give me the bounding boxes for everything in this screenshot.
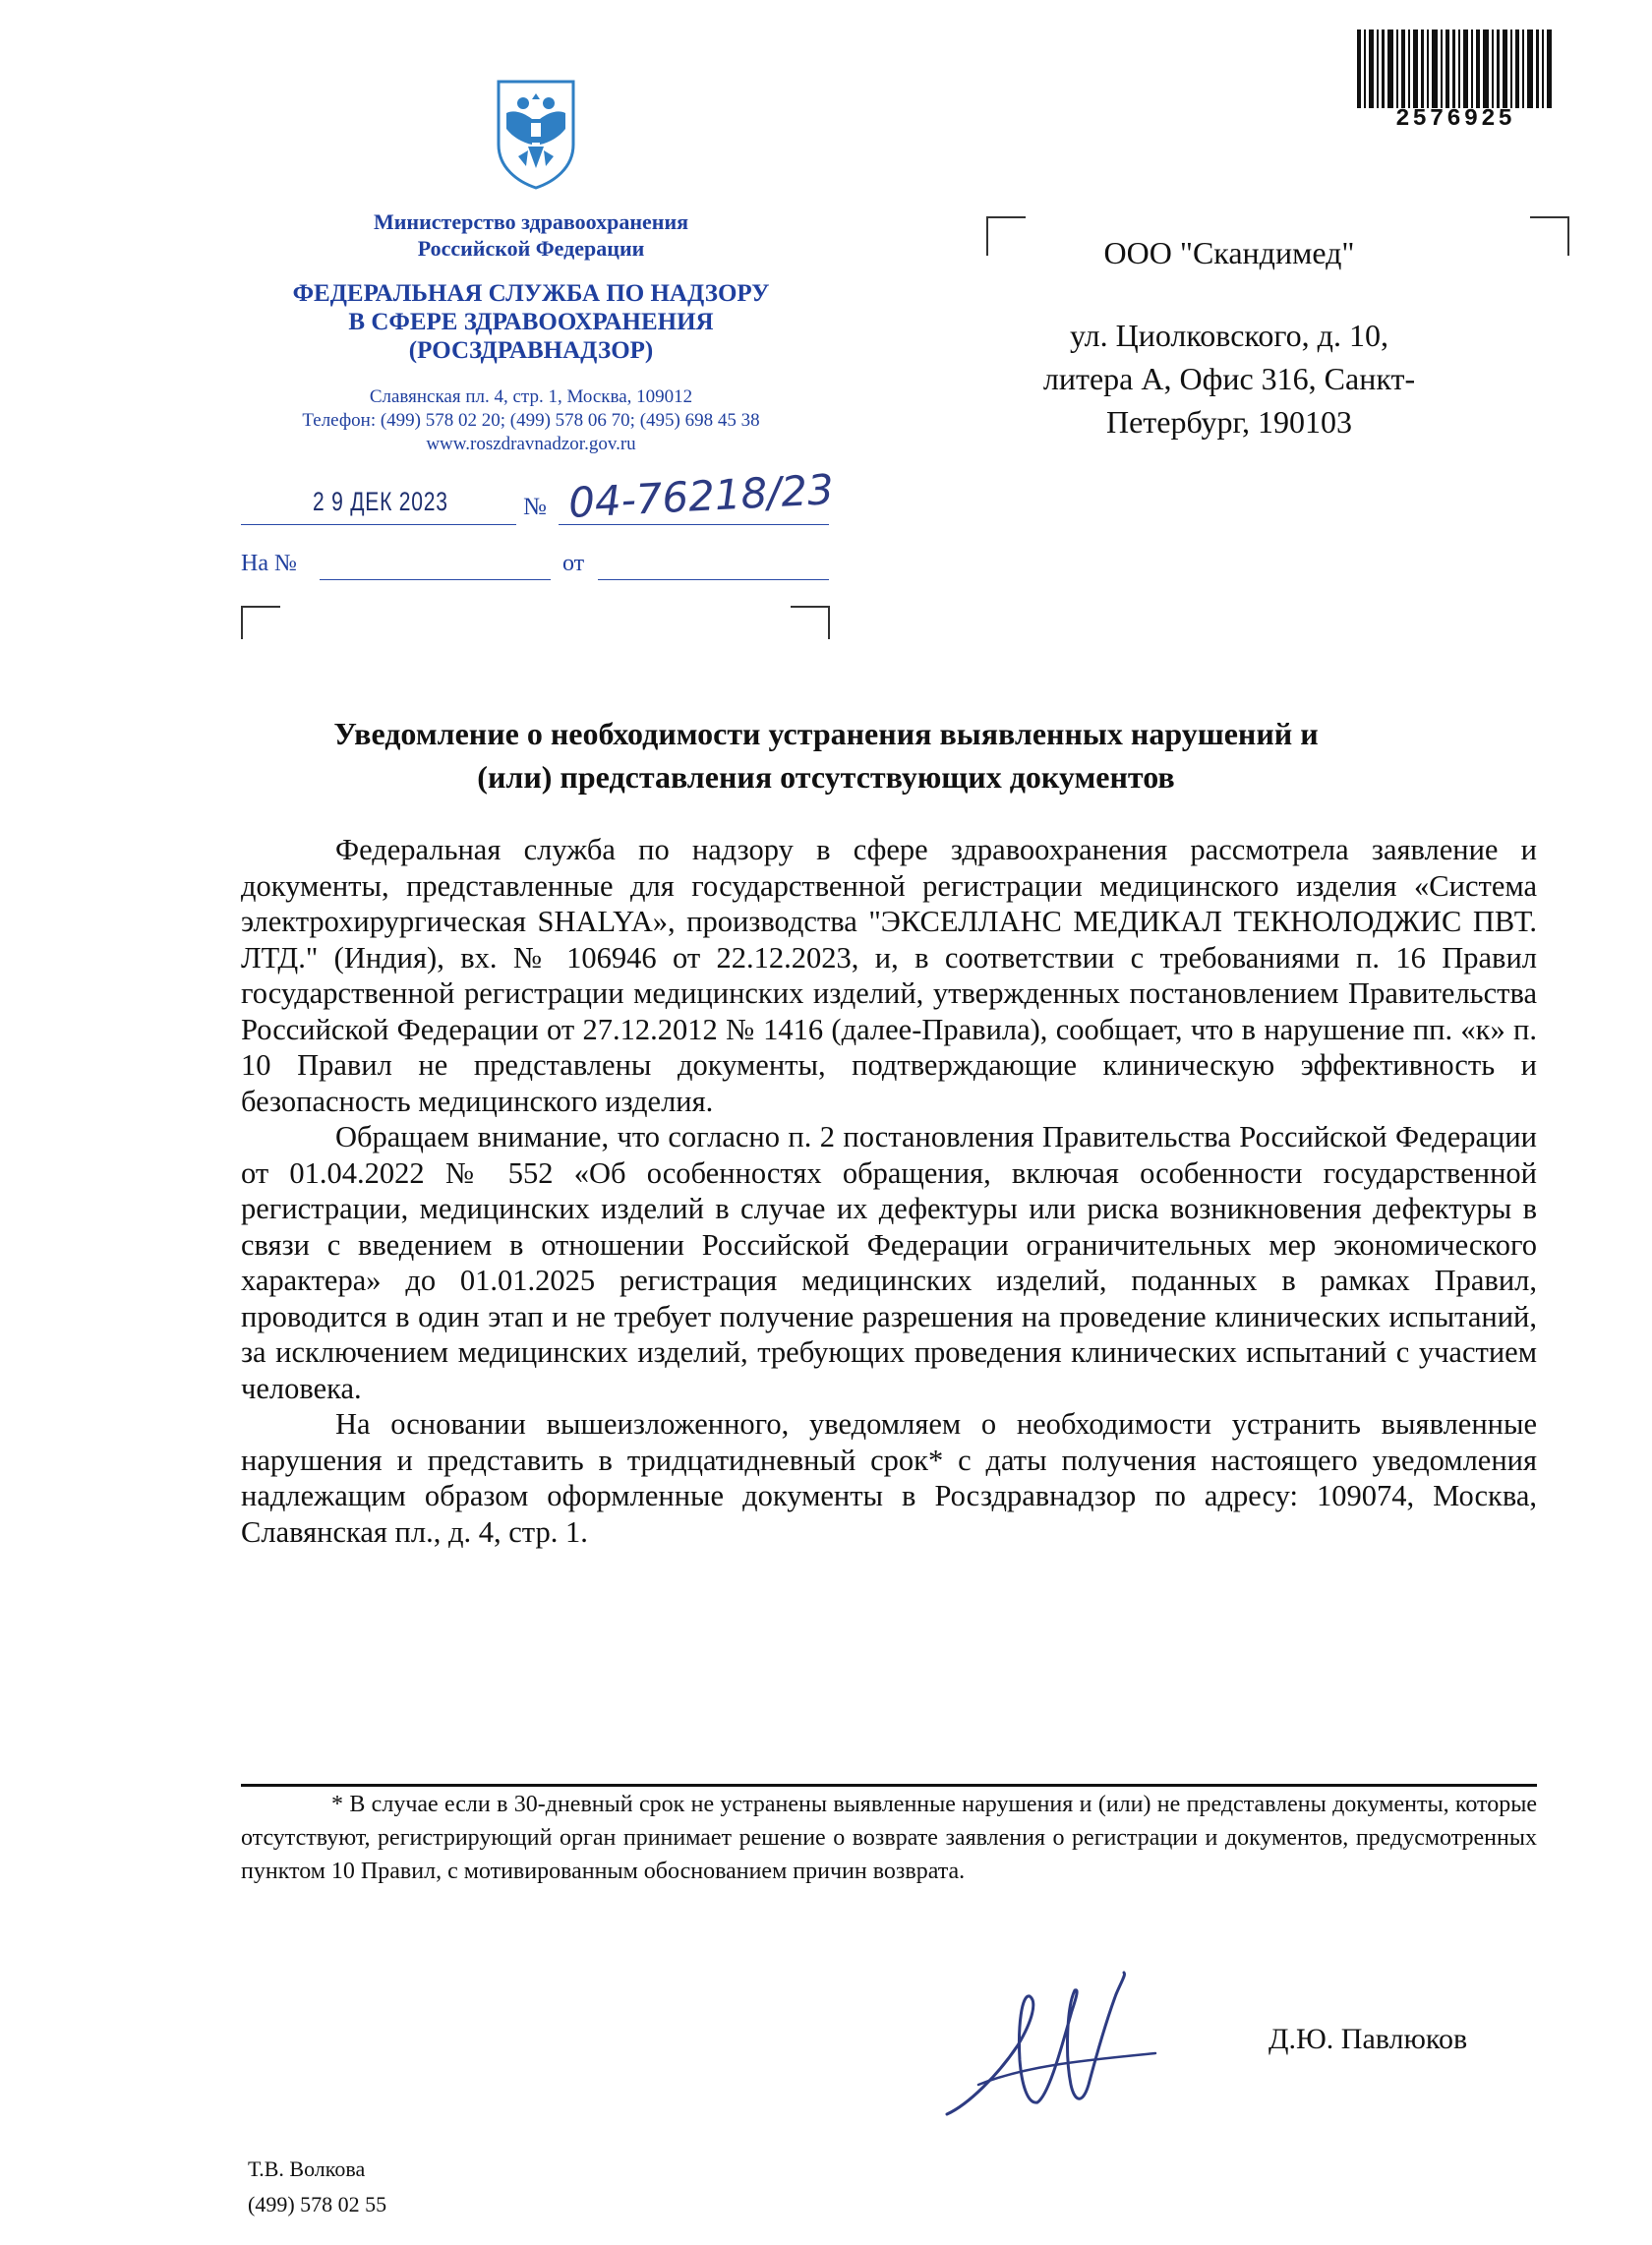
signer-name: Д.Ю. Павлюков — [1268, 2023, 1468, 2055]
barcode-number: 2576925 — [1395, 106, 1515, 133]
date-underline — [241, 524, 516, 525]
handwritten-signature — [939, 1967, 1165, 2124]
registration-date-stamp: 2 9 ДЕК 2023 — [313, 487, 448, 516]
document-heading — [256, 712, 1396, 798]
agency-name — [197, 279, 865, 365]
addressee-address-line-1: ул. Циолковского, д. 10, — [1070, 318, 1388, 353]
addressee-corner-right — [1530, 216, 1569, 256]
executor-name: Т.В. Волкова — [248, 2156, 366, 2181]
agency-line-1: ФЕДЕРАЛЬНАЯ СЛУЖБА ПО НАДЗОРУ — [292, 280, 770, 307]
corner-mark-top-left — [241, 606, 280, 639]
letter-body — [241, 832, 1537, 1550]
ministry-name — [236, 208, 826, 262]
reference-date-label: от — [562, 551, 585, 576]
executor-block — [248, 2152, 386, 2222]
corner-mark-top-right — [791, 606, 830, 639]
agency-line-3: (РОСЗДРАВНАДЗОР) — [408, 337, 654, 364]
body-paragraph-2: Обращаем внимание, что согласно п. 2 постановления Правительства Российской Федерации от 01.04.2022 № 552 «Об особенностях обращения, включая особенности государственной регистрации, медицинских изделий в случае их дефектуры или риска возникновения дефектуры в связи с введением в отношении Российской Федерации ограничительных мер экономического характера» до 01.01.2025 регистрация медицинских изделий, поданных в рамках Правил, проводится в один этап и не требует получение разрешения на проведение клинических испытаний, за исключением медицинских изделий, требующих проведения клинических испытаний с участием человека. — [241, 1120, 1537, 1405]
heading-line-2: (или) представления отсутствующих документов — [477, 759, 1175, 795]
heading-line-1: Уведомление о необходимости устранения выявленных нарушений и — [333, 716, 1319, 751]
executor-phone: (499) 578 02 55 — [248, 2192, 387, 2216]
addressee-block — [983, 231, 1475, 443]
reference-number-label: На № — [241, 551, 297, 576]
ministry-line-2: Российской Федерации — [417, 236, 645, 261]
footnote-text: * В случае если в 30-дневный срок не устранены выявленные нарушения и (или) не представлены документы, которые отсутствуют, регистрирующий орган принимает решение о возврате заявления о регистрации и документов, предусмотренных пунктом 10 Правил, с мотивированным обоснованием причин возврата. — [241, 1792, 1537, 1884]
number-label: № — [523, 494, 547, 520]
agency-phones: Телефон: (499) 578 02 20; (499) 578 06 70; (495) 698 45 38 — [302, 410, 760, 431]
reference-date-underline — [598, 579, 829, 580]
registration-number-handwritten: 04-76218/23 — [566, 464, 835, 528]
addressee-address-line-2: литера А, Офис 316, Санкт- — [1042, 361, 1416, 396]
agency-website: www.roszdravnadzor.gov.ru — [426, 434, 636, 454]
body-paragraph-3: На основании вышеизложенного, уведомляем о необходимости устранить выявленные нарушения и представить в тридцатидневный срок* с даты получения настоящего уведомления надлежащим образом оформленные документы в Росздравнадзор по адресу: 109074, Москва, Славянская пл., д. 4, стр. 1. — [241, 1407, 1537, 1549]
footnote-separator — [241, 1784, 1537, 1787]
letterhead-contacts — [216, 385, 846, 456]
ministry-line-1: Министерство здравоохранения — [373, 209, 689, 234]
agency-line-2: В СФЕРЕ ЗДРАВООХРАНЕНИЯ — [348, 309, 714, 335]
barcode — [1357, 30, 1554, 108]
coat-of-arms-emblem — [477, 74, 595, 192]
body-paragraph-1: Федеральная служба по надзору в сфере здравоохранения рассмотрела заявление и документы, представленные для государственной регистрации медицинского изделия «Система электрохирургическая SHALYA», производства "ЭКСЕЛЛАНС МЕДИКАЛ ТЕКНОЛОДЖИС ПВТ. ЛТД." (Индия), вх. № 106946 от 22.12.2023, и, в соответствии с требованиями п. 16 Правил государственной регистрации медицинских изделий, утвержденных постановлением Правительства Российской Федерации от 27.12.2012 № 1416 (далее-Правила), сообщает, что в нарушение пп. «к» п. 10 Правил не представлены документы, подтверждающие клиническую эффективность и безопасность медицинского изделия. — [241, 833, 1537, 1118]
addressee-name: ООО "Скандимед" — [1103, 235, 1355, 270]
agency-address: Славянская пл. 4, стр. 1, Москва, 109012 — [369, 386, 693, 407]
footnote — [241, 1788, 1537, 1888]
reference-number-underline — [320, 579, 551, 580]
addressee-address-line-3: Петербург, 190103 — [1105, 404, 1353, 440]
